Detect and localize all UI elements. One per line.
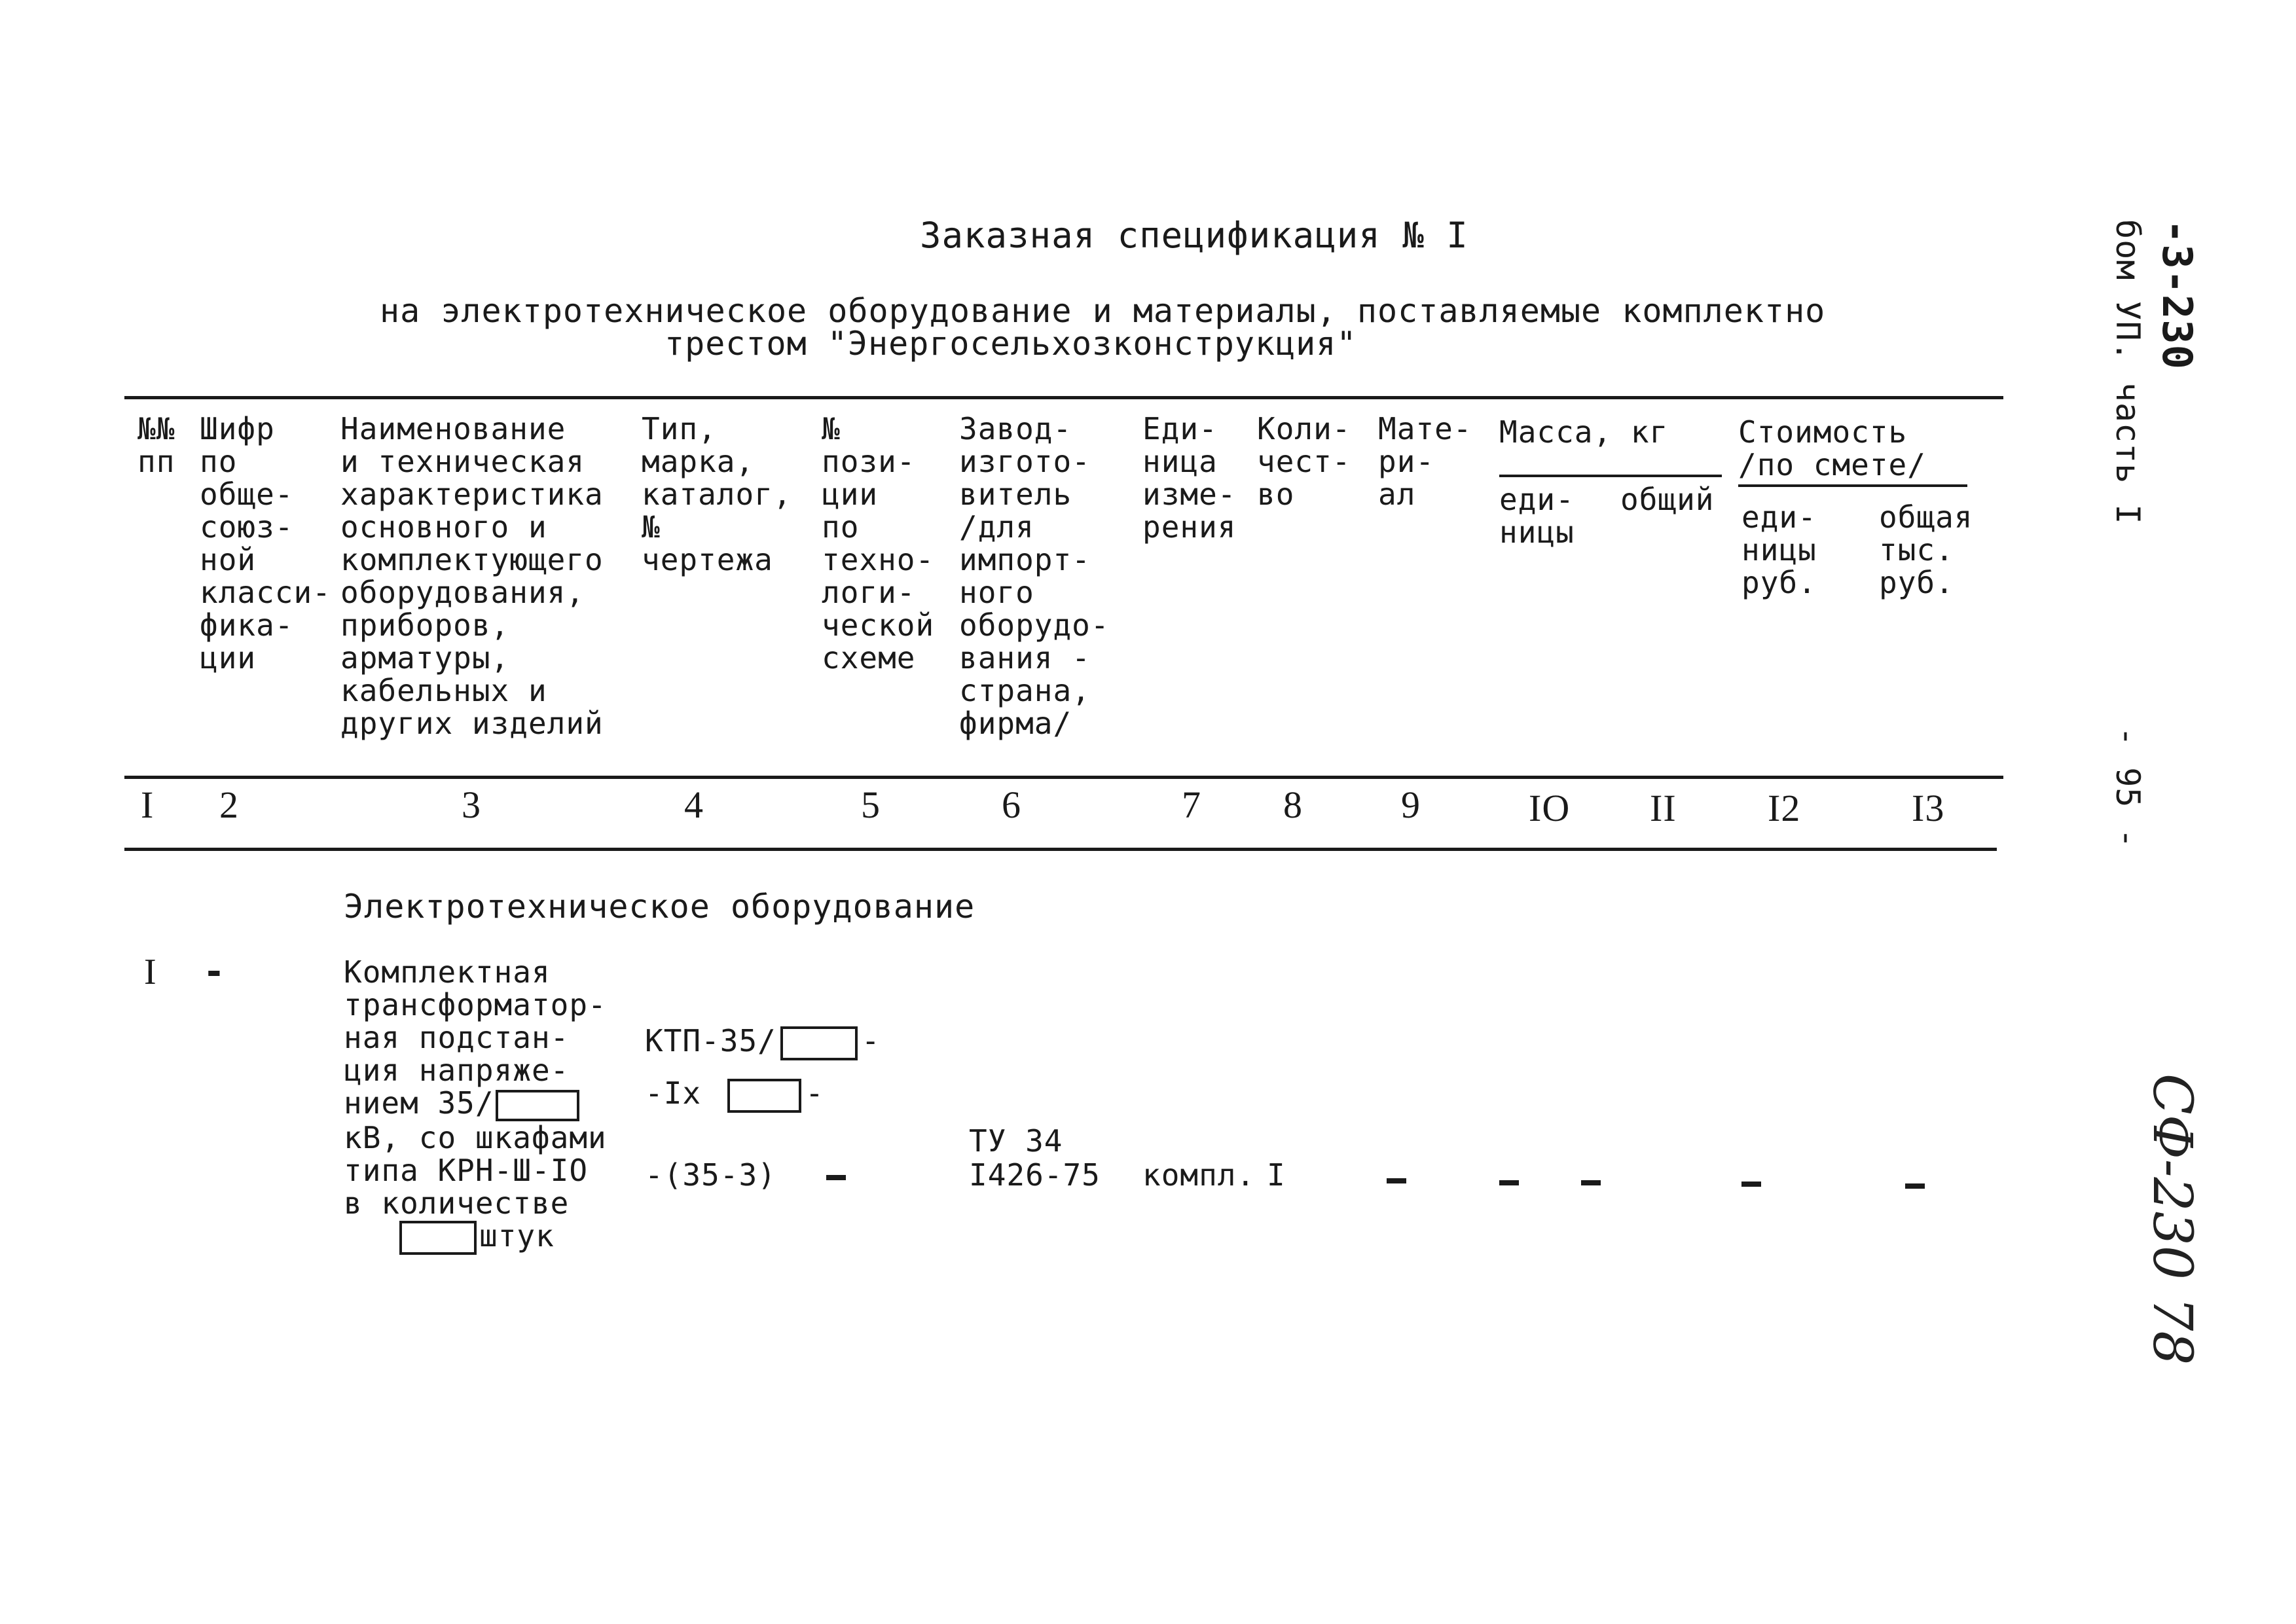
row-name-line: ная подстан-	[344, 1020, 570, 1055]
row-material-dash	[1387, 1178, 1406, 1183]
header-quantity: Коли- чест- во	[1257, 411, 1351, 512]
row-name-line: Комплектная	[344, 954, 551, 990]
column-number: 9	[1401, 784, 1421, 826]
header-position-number: № пози- ции по техно- логи- ческой схеме	[822, 411, 935, 676]
row-name-line-voltage	[344, 1087, 607, 1121]
row-type-text: КТП-35/	[645, 1023, 776, 1058]
row-type-text: -Iх	[645, 1075, 702, 1111]
row-name-line: трансформатор-	[344, 987, 607, 1022]
header-manufacturer: Завод- изгото- витель /для импорт- ного оборудо- вания - страна, фирма/	[959, 411, 1110, 741]
row-manufacturer-line2: I426-75	[969, 1157, 1101, 1193]
header-unit: Еди- ница изме- рения	[1142, 411, 1237, 545]
column-number: I3	[1912, 787, 1945, 829]
row-type-line	[645, 1024, 881, 1060]
row-number: I	[144, 952, 157, 992]
row-unit: компл.	[1142, 1157, 1256, 1193]
side-code	[2153, 219, 2201, 370]
side-album	[2109, 219, 2147, 525]
header-cost-group: Стоимость /по смете/	[1738, 414, 1926, 482]
row-name-line: в количестве	[344, 1185, 570, 1221]
side-handwritten-text: СФ-230 78	[2141, 1074, 2203, 1365]
mass-group-rule	[1499, 475, 1722, 477]
column-number: 8	[1283, 784, 1303, 826]
row-mass-unit-dash	[1499, 1180, 1519, 1185]
header-bottom-rule	[124, 776, 2003, 779]
cost-group-rule	[1738, 484, 1967, 487]
header-name-characteristics: Наименование и техническая характеристика основного и комплектующего оборудования, приборов, арматуры, кабельных и других изделий	[340, 411, 604, 741]
row-quantity: I	[1267, 1157, 1286, 1193]
blank-field-box	[727, 1079, 801, 1113]
row-position-dash	[826, 1175, 846, 1180]
document-title: Заказная спецификация № I	[920, 215, 1468, 256]
blank-field-box	[496, 1090, 579, 1121]
header-cost-unit: еди- ницы руб.	[1741, 499, 1817, 600]
row-name-line: кВ, со шкафами	[344, 1119, 607, 1155]
header-type-mark: Тип, марка, каталог, № чертежа	[642, 411, 792, 577]
row-name-line-quantity	[344, 1219, 607, 1255]
column-number: II	[1650, 787, 1677, 829]
blank-field-box	[780, 1026, 858, 1060]
header-cost-total: общая тыс. руб.	[1879, 499, 1973, 600]
column-number: 2	[219, 784, 239, 826]
header-mass-unit: еди- ницы	[1499, 482, 1575, 550]
column-number: I2	[1768, 787, 1801, 829]
column-number: IO	[1529, 787, 1571, 829]
side-handwritten-code	[2141, 1074, 2203, 1365]
row-name-text: штук	[479, 1218, 555, 1254]
column-number: 7	[1182, 784, 1201, 826]
side-album-text: бом УП. часть I	[2109, 219, 2147, 525]
row-manufacturer-line1: ТУ 34	[969, 1123, 1063, 1159]
side-code-text: -3-230	[2153, 219, 2201, 370]
column-number: I	[141, 784, 155, 826]
document-subtitle-line2: трестом "Энергосельхозконструкция"	[665, 325, 1357, 363]
row-classification-code: -	[203, 950, 226, 993]
header-material: Мате- ри- ал	[1378, 411, 1472, 512]
document-subtitle-line1: на электротехническое оборудование и материалы, поставляемые комплектно	[380, 292, 1826, 330]
blank-field-box	[399, 1221, 477, 1255]
header-row-number: №№ пп	[137, 411, 175, 479]
column-number: 3	[462, 784, 481, 826]
header-mass-group: Масса, кг	[1499, 414, 1669, 450]
row-name-line: ция напряже-	[344, 1053, 570, 1088]
row-name-cell	[344, 956, 607, 1255]
column-numbers-rule	[124, 848, 1997, 851]
row-cost-unit-dash	[1741, 1182, 1761, 1187]
side-page-text: - 95 -	[2109, 727, 2147, 849]
row-name-text: нием 35/	[344, 1085, 494, 1121]
row-cost-total-dash	[1905, 1183, 1925, 1189]
side-page-number	[2109, 727, 2147, 849]
header-classification-code: Шифр по обще- союз- ной класси- фика- ции	[200, 411, 331, 676]
row-name-line: типа КРН-Ш-IO	[344, 1152, 589, 1188]
column-number: 4	[684, 784, 704, 826]
row-mass-total-dash	[1581, 1180, 1601, 1185]
header-mass-total: общий	[1620, 482, 1715, 517]
column-number: 5	[861, 784, 881, 826]
section-title: Электротехническое оборудование	[344, 888, 975, 926]
row-type-dash: -	[805, 1075, 824, 1111]
row-type-line: -(35-3)	[645, 1157, 776, 1193]
column-number: 6	[1002, 784, 1021, 826]
row-type-line	[645, 1077, 824, 1113]
table-top-rule	[124, 396, 2003, 399]
row-type-dash: -	[861, 1023, 881, 1058]
